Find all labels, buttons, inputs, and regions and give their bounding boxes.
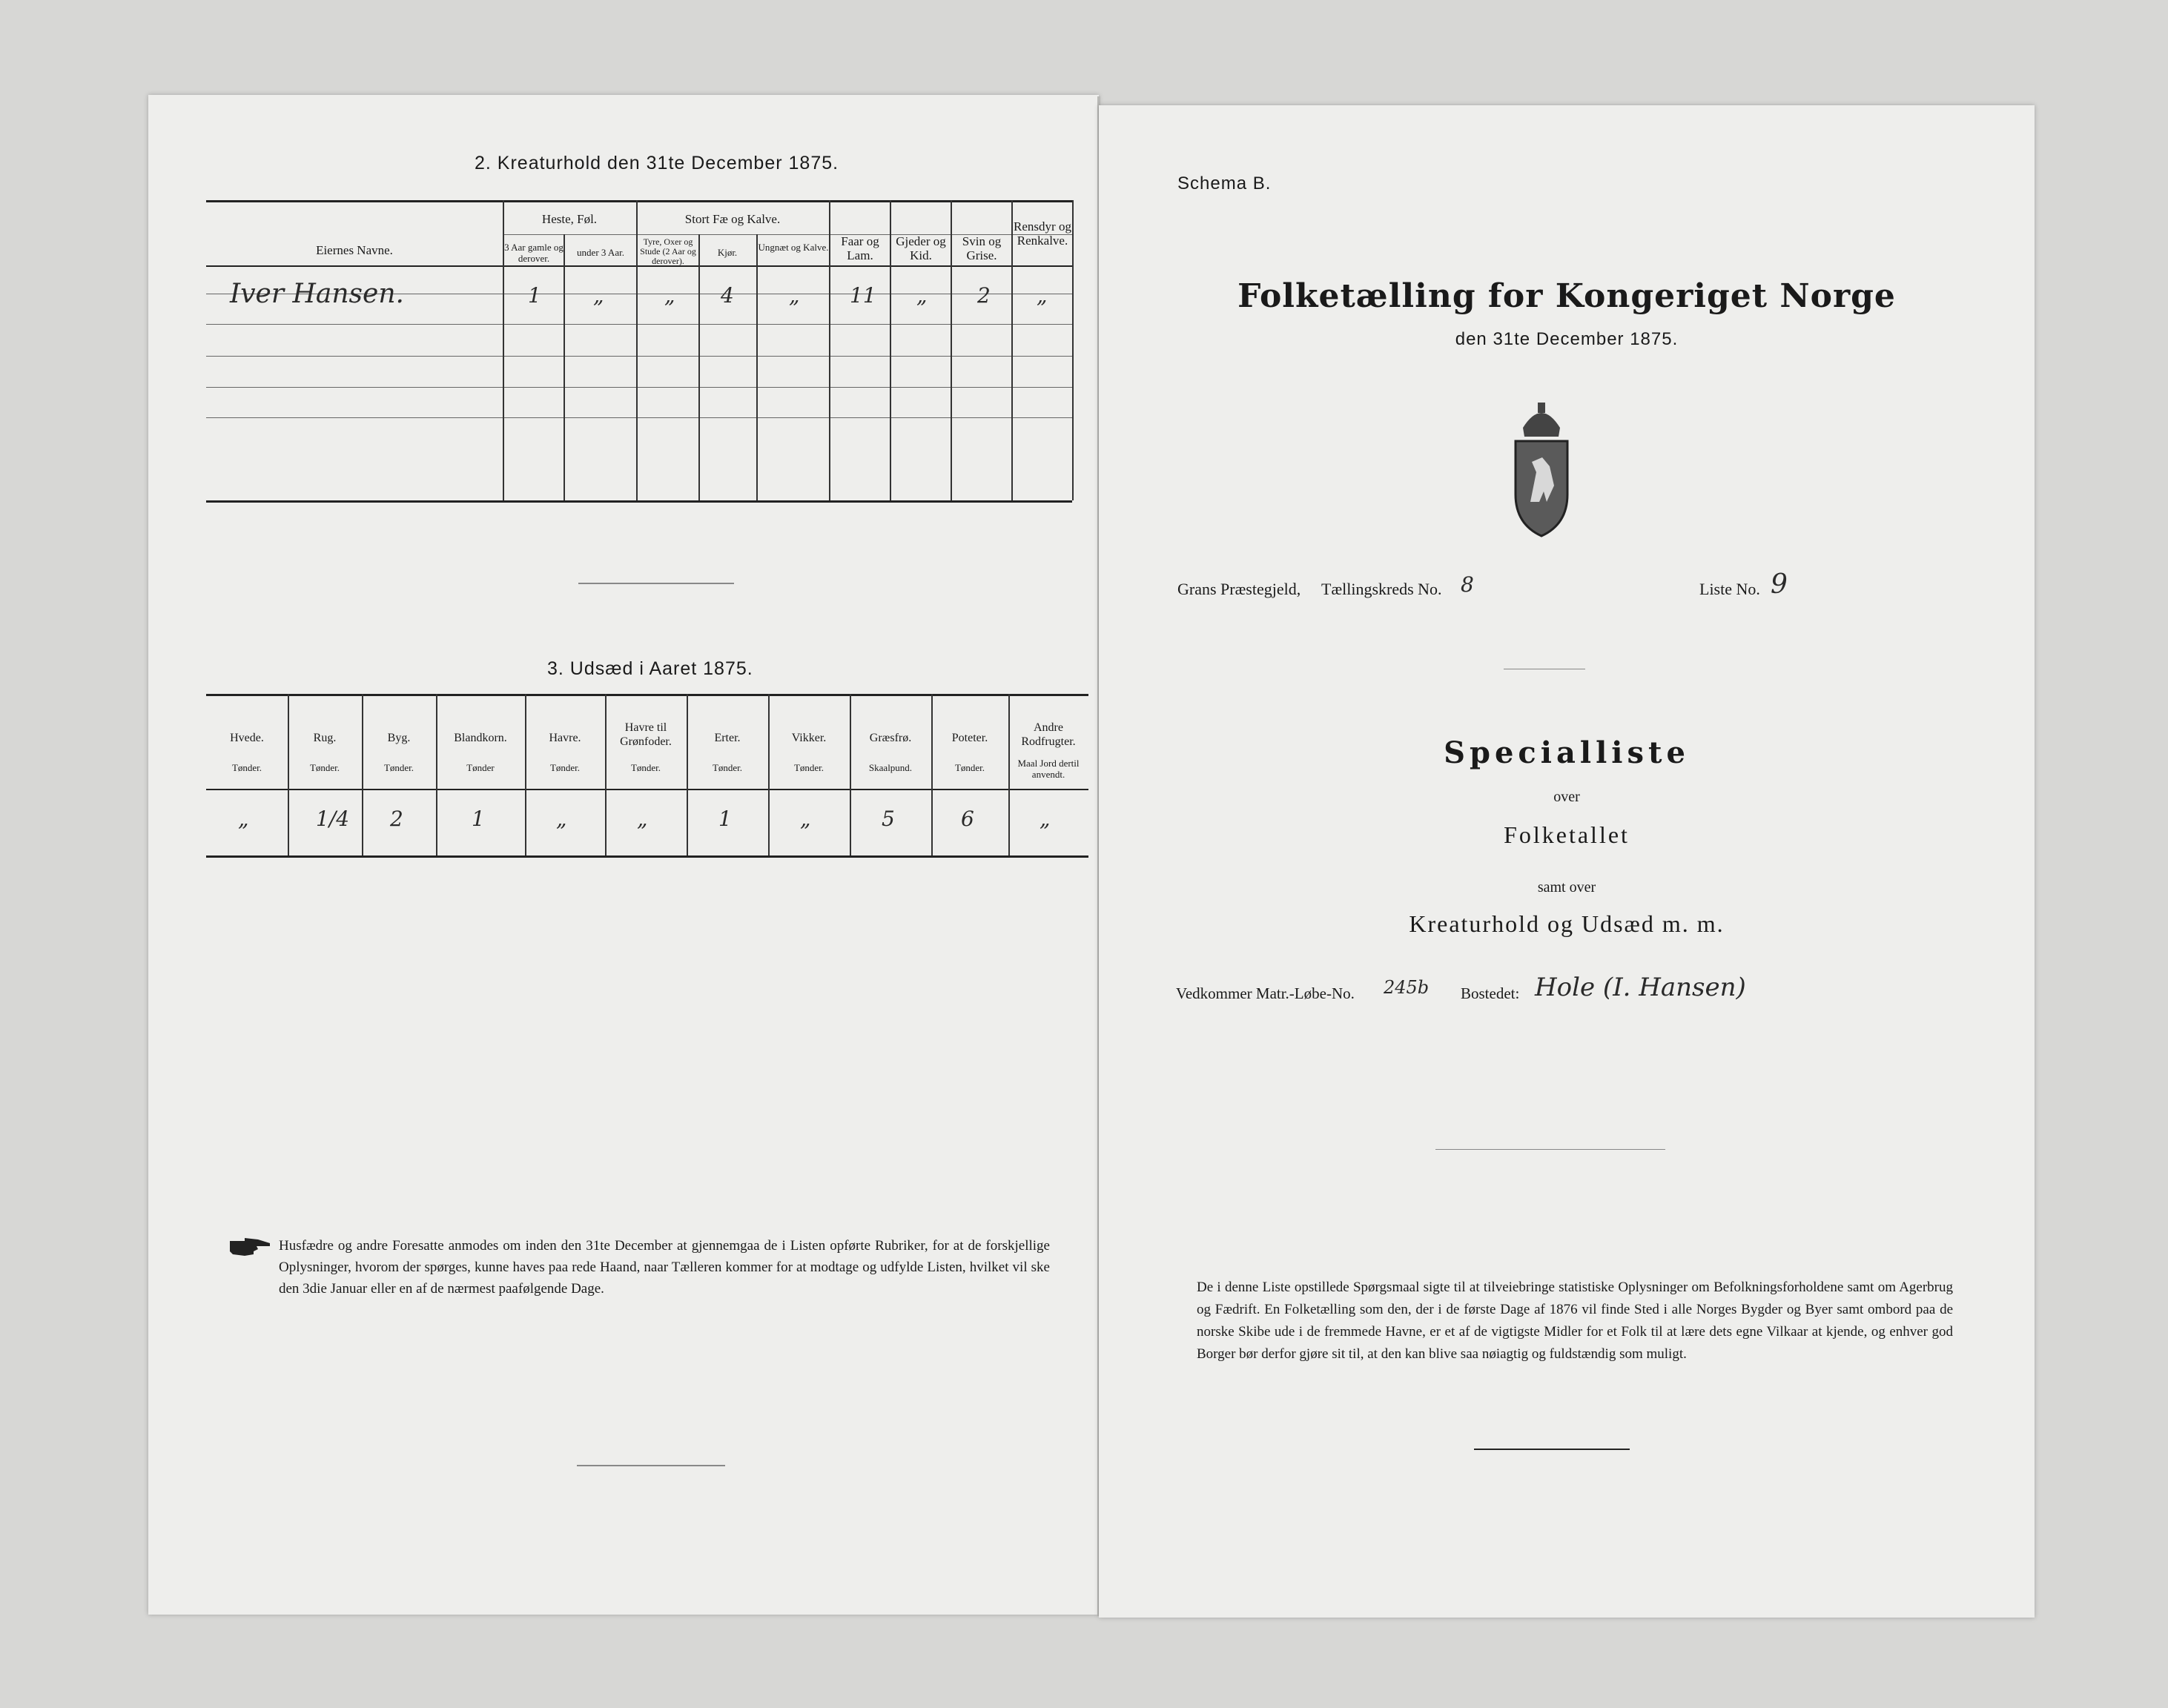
seed-value-0: „ [238, 807, 249, 831]
header-cattle: Stort Fæ og Kalve. [684, 212, 781, 226]
seed-col-divider [288, 694, 289, 855]
livestock-col-divider [1072, 200, 1074, 500]
seed-value-6: 1 [718, 807, 732, 831]
seed-col-divider [362, 694, 363, 855]
seed-unit-4: Tønder. [549, 762, 581, 773]
header-cattle-young: Ungnæt og Kalve. [758, 242, 829, 253]
seed-header-6: Erter. [714, 732, 741, 744]
pointing-hand-icon [228, 1237, 271, 1257]
bosted-value: Hole (I. Hansen) [1535, 973, 1746, 1002]
over-label: over [1553, 789, 1580, 805]
header-owner: Eiernes Navne. [316, 243, 393, 257]
matr-number: 245b [1384, 977, 1430, 998]
seed-col-divider [687, 694, 688, 855]
seed-col-divider [931, 694, 933, 855]
cell-sheep: 11 [850, 283, 876, 308]
cell-horses-old: 1 [528, 283, 541, 308]
seed-header-0: Hvede. [230, 732, 264, 744]
seed-value-9: 6 [961, 807, 974, 831]
seed-header-10: Andre Rodfrugter. [1021, 721, 1076, 748]
parish-label: Grans Præstegjeld, [1177, 580, 1301, 598]
header-sheep: Faar og Lam. [841, 234, 879, 262]
seed-header-3: Blandkorn. [454, 732, 507, 744]
special-title: Specialliste [1444, 735, 1690, 770]
seed-header-2: Byg. [387, 732, 411, 744]
seed-value-4: „ [556, 807, 567, 831]
cell-reindeer: „ [1037, 283, 1048, 308]
cell-cattle-bulls: „ [664, 283, 675, 308]
date-line: den 31te December 1875. [1455, 329, 1679, 349]
seed-value-8: 5 [882, 807, 895, 831]
header-goats: Gjeder og Kid. [896, 234, 946, 262]
cell-pigs: 2 [977, 283, 991, 308]
divider [578, 583, 734, 584]
header-horses-young: under 3 Aar. [577, 247, 624, 258]
seed-header-7: Vikker. [791, 732, 827, 744]
section2-title: 2. Kreaturhold den 31te December 1875. [475, 153, 839, 173]
owner-name: Iver Hansen. [230, 279, 404, 309]
seed-col-divider [605, 694, 607, 855]
schema-label: Schema B. [1177, 173, 1272, 193]
seed-value-3: 1 [472, 807, 485, 831]
seed-col-divider [436, 694, 437, 855]
seed-unit-5: Tønder. [630, 762, 661, 773]
kreaturhold-label: Kreaturhold og Udsæd m. m. [1409, 910, 1725, 937]
seed-unit-6: Tønder. [712, 762, 743, 773]
header-horses-old: 3 Aar gamle og derover. [504, 242, 564, 264]
header-cattle-cows: Kjør. [717, 247, 738, 258]
header-reindeer: Rensdyr og Renkalve. [1014, 219, 1071, 248]
district-label: Tællingskreds No. [1321, 580, 1442, 598]
coat-of-arms-icon [1501, 398, 1582, 539]
seed-header-9: Poteter. [951, 732, 988, 744]
seed-value-5: „ [637, 807, 648, 831]
right-page [1099, 105, 2035, 1618]
bosted-label: Bostedet: [1461, 984, 1520, 1002]
samt-over-label: samt over [1537, 879, 1596, 896]
seed-unit-9: Tønder. [954, 762, 985, 773]
header-cattle-bulls: Tyre, Oxer og Stude (2 Aar og derover). [640, 236, 696, 266]
section3-title: 3. Udsæd i Aaret 1875. [547, 658, 753, 679]
seed-header-5: Havre til Grønfoder. [620, 721, 672, 748]
divider-mid [1435, 1149, 1665, 1150]
folketallet-label: Folketallet [1504, 821, 1630, 848]
seed-unit-3: Tønder [466, 762, 495, 773]
header-horses: Heste, Føl. [541, 212, 598, 226]
seed-unit-10: Maal Jord dertil anvendt. [1017, 758, 1080, 780]
seed-header-1: Rug. [313, 732, 337, 744]
seed-unit-7: Tønder. [793, 762, 824, 773]
left-page [148, 95, 1099, 1615]
seed-value-1: 1/4 [316, 807, 350, 831]
seed-unit-0: Tønder. [231, 762, 262, 773]
cell-cattle-cows: 4 [721, 283, 734, 308]
seed-col-divider [525, 694, 526, 855]
seed-unit-1: Tønder. [309, 762, 340, 773]
seed-col-divider [850, 694, 851, 855]
seed-col-divider [768, 694, 770, 855]
bottom-divider [577, 1465, 725, 1466]
district-number: 8 [1461, 572, 1474, 597]
cell-cattle-young: „ [789, 283, 800, 308]
list-label: Liste No. [1699, 580, 1760, 598]
footer-rule [1474, 1449, 1630, 1450]
header-pigs: Svin og Grise. [962, 234, 1002, 262]
list-number: 9 [1771, 569, 1788, 600]
matr-label: Vedkommer Matr.-Løbe-No. [1176, 984, 1355, 1002]
footer-text: De i denne Liste opstillede Spørgsmaal sigte til at tilveiebringe statistiske Oplysninger om Befolkningsforholdene samt om Agerbrug og Fædrift. En Folketælling som den, der i de første Dage af 1876 vil finde Sted i alle Norges Bygder og Byer samt ombord paa de norske Skibe ude i de fremmede Havne, er et af de vigtigste Midler for et Folk til at lære dets egne Vilkaar at kjende, og enhver god Borger bør derfor gjøre sit til, at den kan blive saa nøiagtig og fuldstændig som muligt. [1197, 1280, 1953, 1362]
seed-unit-2: Tønder. [383, 762, 414, 773]
seed-value-10: „ [1040, 807, 1051, 831]
main-title: Folketælling for Kongeriget Norge [1237, 277, 1896, 315]
cell-goats: „ [916, 283, 928, 308]
seed-header-8: Græsfrø. [869, 732, 912, 744]
seed-header-4: Havre. [549, 732, 581, 744]
seed-unit-8: Skaalpund. [868, 762, 913, 773]
seed-value-7: „ [800, 807, 811, 831]
seed-value-2: 2 [390, 807, 403, 831]
notice-text: Husfædre og andre Foresatte anmodes om inden den 31te December at gjennemgaa de i Listen opførte Rubriker, for at de forskjellige Oplysninger, hvorom der spørges, kunne haves paa rede Haand, naar Tælleren kommer for at modtage og udfylde Listen, hvilket vil ske den 3die Januar eller en af de nærmest paafølgende Dage. [279, 1238, 1050, 1297]
cell-horses-young: „ [593, 283, 604, 308]
